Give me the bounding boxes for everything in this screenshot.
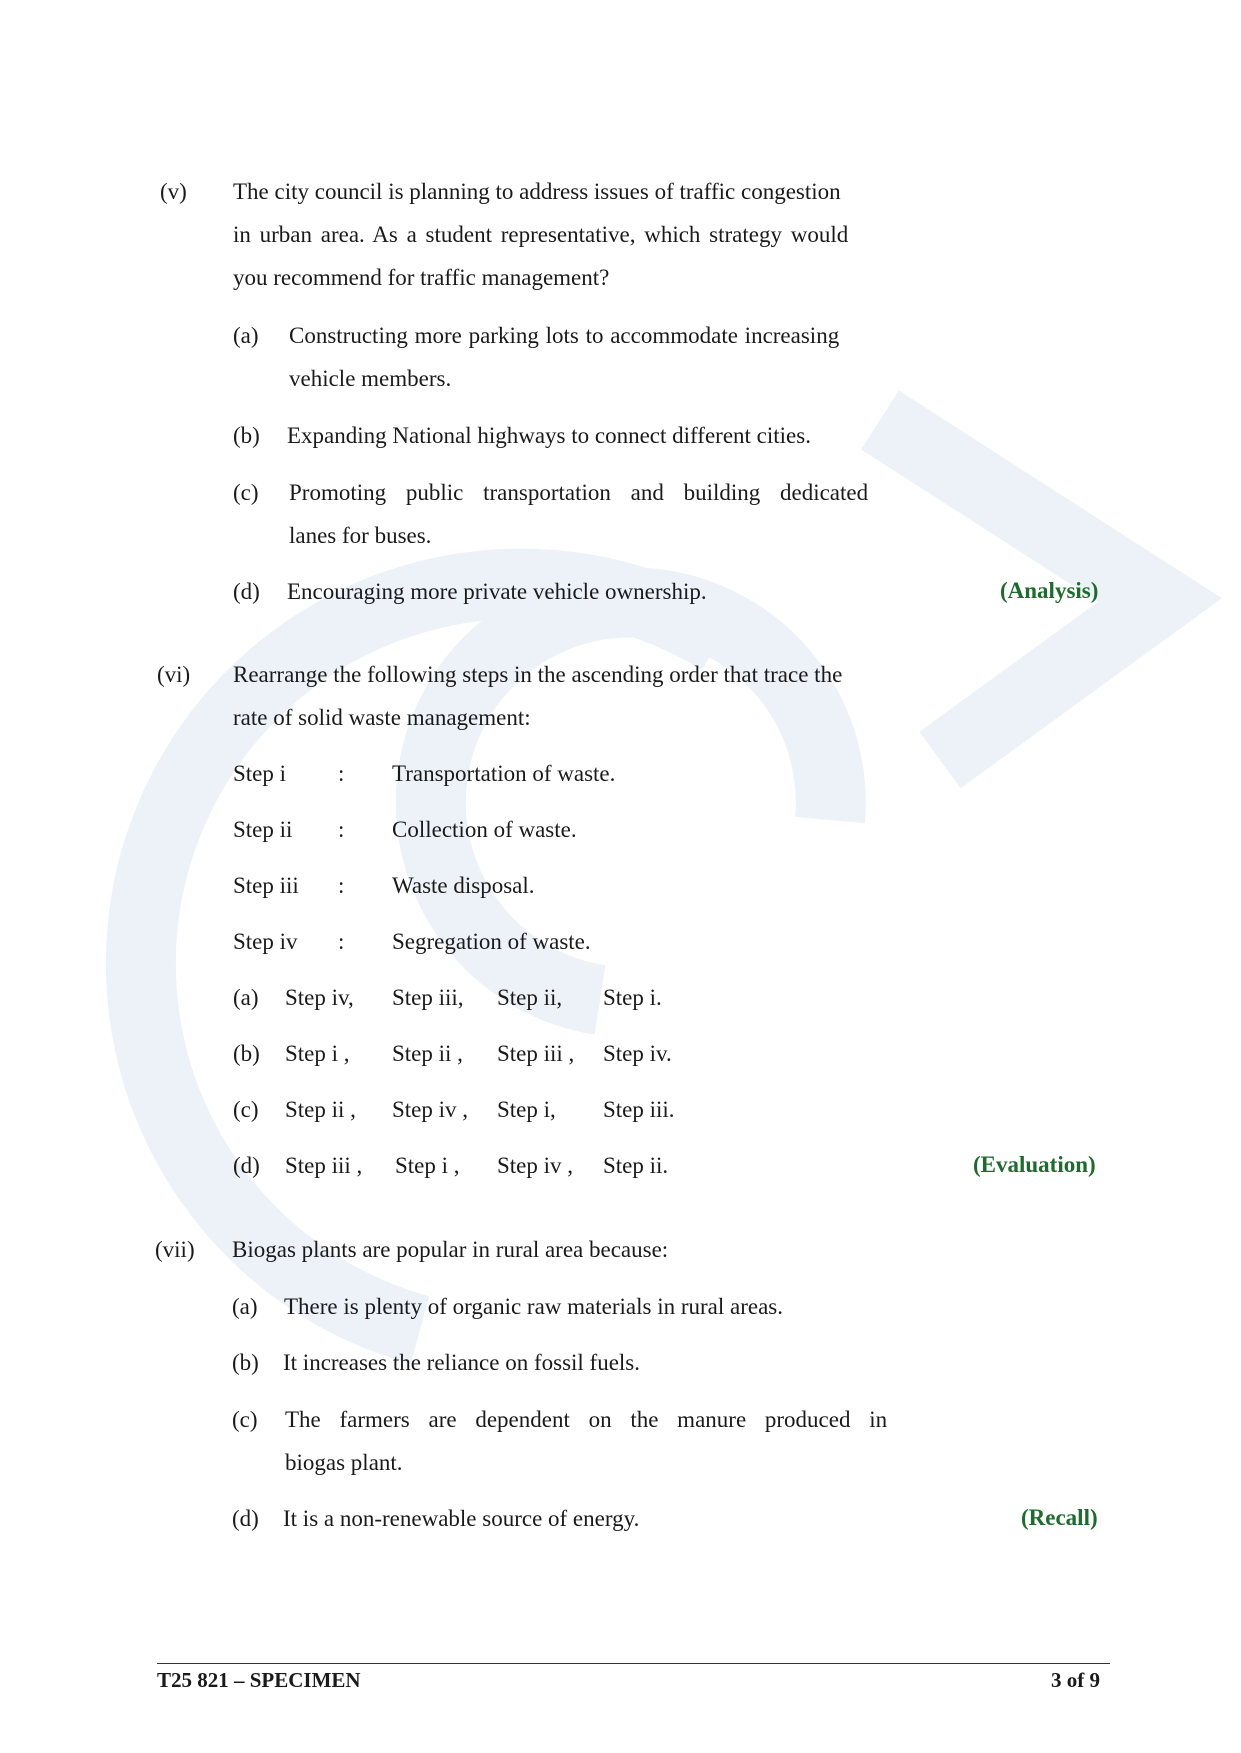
step-text: Transportation of waste. <box>392 761 616 786</box>
option-step-4: Step ii. <box>603 1153 669 1178</box>
option-label: (a) <box>233 323 259 348</box>
option-label: (c) <box>233 480 259 505</box>
option-step-3: Step iv , <box>497 1153 574 1178</box>
option-step-3: Step ii, <box>497 985 563 1010</box>
question-v-line2: in urban area. As a student representative, which strategy would <box>233 222 849 247</box>
step-text: Waste disposal. <box>392 873 535 898</box>
option-text-cont: vehicle members. <box>289 366 452 391</box>
option-step-4: Step iv. <box>603 1041 672 1066</box>
option-label: (a) <box>233 985 259 1010</box>
option-label: (b) <box>233 1041 260 1066</box>
option-step-2: Step iv , <box>392 1097 469 1122</box>
option-step-1: Step ii , <box>285 1097 356 1122</box>
bloom-tag-recall: (Recall) <box>1021 1505 1098 1530</box>
option-text-cont: lanes for buses. <box>289 523 432 548</box>
option-label: (d) <box>232 1506 259 1531</box>
option-step-2: Step i , <box>395 1153 460 1178</box>
paper-code: T25 821 – SPECIMEN <box>157 1668 361 1692</box>
step-colon: : <box>338 929 345 954</box>
option-text-cont: biogas plant. <box>285 1450 403 1475</box>
bloom-tag-evaluation: (Evaluation) <box>973 1152 1096 1177</box>
option-text: Encouraging more private vehicle ownership. <box>287 579 707 604</box>
step-name: Step iv <box>233 929 298 954</box>
option-label: (b) <box>232 1350 259 1375</box>
option-step-2: Step iii, <box>392 985 464 1010</box>
question-v-line1 <box>233 180 889 203</box>
option-step-4: Step i. <box>603 985 662 1010</box>
question-vi-line1: Rearrange the following steps in the ascending order that trace the <box>233 662 843 687</box>
text: The city council is planning to address issues of traffic congestion <box>233 179 841 204</box>
step-text: Collection of waste. <box>392 817 577 842</box>
step-colon: : <box>338 817 345 842</box>
step-name: Step i <box>233 761 287 786</box>
page-number: 3 of 9 <box>1051 1668 1100 1692</box>
option-text: It increases the reliance on fossil fuels. <box>283 1350 641 1375</box>
option-step-4: Step iii. <box>603 1097 675 1122</box>
option-text: Constructing more parking lots to accommodate increasing <box>289 323 840 348</box>
question-vii-line1: Biogas plants are popular in rural area because: <box>232 1237 669 1262</box>
step-colon: : <box>338 873 345 898</box>
bloom-tag-analysis: (Analysis) <box>1000 578 1099 603</box>
step-text: Segregation of waste. <box>392 929 591 954</box>
option-text: The farmers are dependent on the manure produced in <box>285 1407 888 1432</box>
option-label: (d) <box>233 579 260 604</box>
option-label: (c) <box>232 1407 258 1432</box>
option-text: It is a non-renewable source of energy. <box>283 1506 640 1531</box>
question-number-vii: (vii) <box>155 1237 195 1262</box>
option-label: (d) <box>233 1153 260 1178</box>
option-label: (b) <box>233 423 260 448</box>
option-label: (a) <box>232 1294 258 1319</box>
question-v-line3: you recommend for traffic management? <box>233 265 610 290</box>
option-step-1: Step iv, <box>285 985 354 1010</box>
question-number-v: (v) <box>160 179 187 204</box>
option-step-1: Step i , <box>285 1041 350 1066</box>
option-text: Promoting public transportation and building dedicated <box>289 480 869 505</box>
option-label: (c) <box>233 1097 259 1122</box>
step-name: Step iii <box>233 873 299 898</box>
option-step-3: Step iii , <box>497 1041 575 1066</box>
question-number-vi: (vi) <box>157 662 191 687</box>
option-text: There is plenty of organic raw materials in rural areas. <box>284 1294 783 1319</box>
footer-divider <box>157 1663 1110 1664</box>
question-vi-line2: rate of solid waste management: <box>233 705 531 730</box>
step-name: Step ii <box>233 817 293 842</box>
option-step-3: Step i, <box>497 1097 556 1122</box>
option-text: Expanding National highways to connect different cities. <box>287 423 811 448</box>
step-colon: : <box>338 761 345 786</box>
option-step-1: Step iii , <box>285 1153 363 1178</box>
option-step-2: Step ii , <box>392 1041 463 1066</box>
